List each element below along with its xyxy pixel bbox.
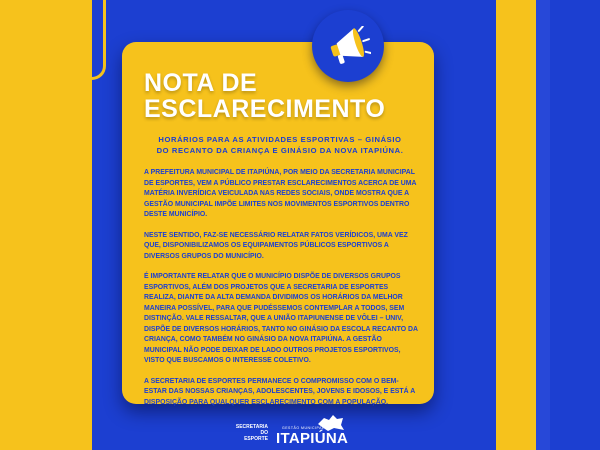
right-blue-border — [536, 0, 550, 450]
city-logo — [276, 414, 348, 448]
left-stripe-border — [0, 0, 106, 80]
megaphone-badge — [312, 10, 384, 82]
department-line-1: SECRETARIA DO — [235, 424, 268, 436]
footer-branding — [228, 414, 348, 448]
notice-body — [144, 168, 420, 408]
right-yellow-stripe — [496, 0, 536, 450]
notice-subtitle — [144, 134, 420, 156]
department-label — [228, 424, 268, 448]
logo-tagline: GESTÃO MUNICIPAL — [282, 426, 325, 430]
logo-name: ITAPIÚNA — [276, 430, 349, 447]
megaphone-icon — [325, 26, 371, 66]
notice-card — [122, 42, 434, 404]
title-line-1: NOTA DE — [144, 69, 258, 97]
paragraph-1: A PREFEITURA MUNICIPAL DE ITAPIÚNA, POR MEIO DA SECRETARIA MUNICIPAL DE ESPORTES, VEM A PÚBLICO PRESTAR ESCLARECIMENTOS ACERCA DE UMA MATÉRIA INVERÍDICA VEICULADA NAS REDES SOCIAIS, ONDE MOSTRA QUE A GESTÃO MUNICIPAL IMPÕE LIMITES NOS MOVIMENTOS ESPORTIVOS DENTRO DESTE MUNICÍPIO. — [144, 169, 417, 218]
paragraph-4: A SECRETARIA DE ESPORTES PERMANECE O COMPROMISSO COM O BEM-ESTAR DAS NOSSAS CRIANÇAS, ADOLESCENTES, JOVENS E IDOSOS, E ESTÁ A DISPOSIÇÃO PARA QUALQUER ESCLARECIMENTO COM A POPULAÇÃO. — [144, 377, 415, 406]
title-line-2: ESCLARECIMENTO — [144, 95, 386, 123]
subtitle-line-1: HORÁRIOS PARA AS ATIVIDADES ESPORTIVAS – GINÁSIO — [158, 135, 402, 144]
paragraph-2: NESTE SENTIDO, FAZ-SE NECESSÁRIO RELATAR FATOS VERÍDICOS, UMA VEZ QUE, DISPONIBILIZAMOS OS EQUIPAMENTOS PÚBLICOS ESPORTIVOS A DIVERSOS GRUPOS DO MUNICÍPIO. — [144, 231, 408, 260]
paragraph-3: É IMPORTANTE RELATAR QUE O MUNICÍPIO DISPÕE DE DIVERSOS GRUPOS ESPORTIVOS, ALÉM DOS PROJETOS QUE A SECRETARIA DE ESPORTES REALIZA, DIANTE DA ALTA DEMANDA DIVIDIMOS OS HORÁRIOS DA MELHOR MANEIRA POSSÍVEL, PARA QUE PUDÉSSEMOS CONTEMPLAR A TODOS, SEM DISTINÇÃO. VALE RESSALTAR, QUE A UNIÃO ITAPIUNENSE DE VÔLEI – UNIV, DISPÕE DE DIVERSOS HORÁRIOS, TANTO NO GINÁSIO DA ESCOLA RECANTO DA CRIANÇA, COMO TAMBÉM NO GINÁSIO DA NOVA ITAPIÚNA. A GESTÃO MUNICIPAL NÃO PODE DEIXAR DE LADO OUTROS PROJETOS ESPORTIVOS, VISTO QUE BUSCAMOS O INTERESSE COLETIVO. — [144, 273, 418, 364]
subtitle-line-2: DO RECANTO DA CRIANÇA E GINÁSIO DA NOVA ITAPIÚNA. — [156, 146, 404, 155]
department-line-2: ESPORTE — [244, 436, 268, 442]
